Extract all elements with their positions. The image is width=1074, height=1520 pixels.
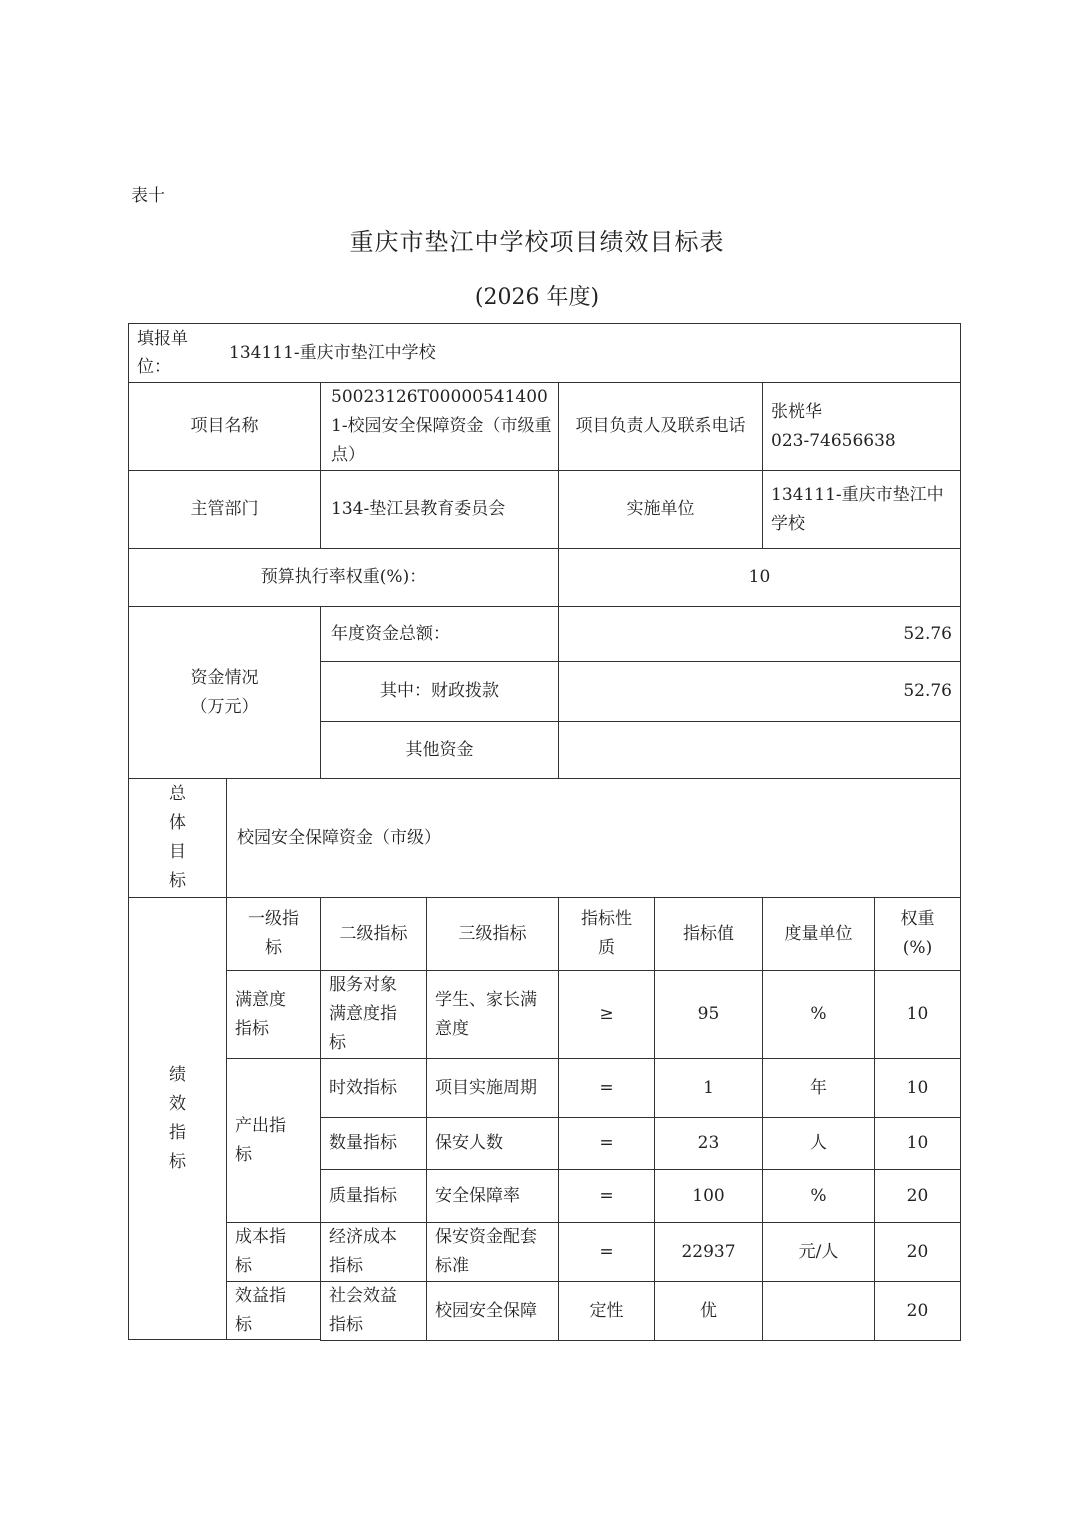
header-unit [762,897,875,971]
indicator-nature: 定性 [589,1300,624,1321]
indicator-nature-cell [558,1058,655,1118]
project-name-value: 50023126T000005414001-校园安全保障资金（市级重点） [331,387,552,465]
manager-label: 项目负责人及联系电话 [575,416,746,436]
header-weight [874,897,961,971]
level1-benefit-text: 效益指标 [235,1285,286,1335]
indicator-value: 23 [697,1133,720,1153]
indicator-weight-cell [874,970,961,1059]
indicator-value-cell [654,1169,763,1223]
indicator-level2-cell [320,1058,427,1118]
indicator-nature: = [599,1185,614,1206]
indicator-nature: = [599,1077,614,1098]
indicator-weight-cell [874,1281,961,1341]
indicator-level2: 社会效益指标 [329,1286,397,1335]
indicator-value-cell [654,1117,763,1170]
department-value: 134-垫江县教育委员会 [331,499,506,519]
manager-phone: 023-74656638 [771,430,896,451]
reporting-unit-value: 134111-重庆市垫江中学校 [229,342,436,363]
indicator-nature-cell [558,1117,655,1170]
overall-goal-value-cell [226,778,961,898]
funds-fiscal-label-cell [320,661,559,722]
indicator-weight-cell [874,1117,961,1170]
indicator-weight: 10 [906,1004,929,1024]
header-level3-text: 三级指标 [458,923,527,944]
header-unit-text: 度量单位 [784,923,853,944]
implementer-value-cell [762,470,961,549]
level1-output [226,1058,321,1223]
indicator-value: 95 [697,1004,720,1024]
table-number-label: 表十 [131,186,165,206]
indicator-nature: = [599,1241,614,1262]
indicator-level3-cell [426,1169,559,1223]
indicator-unit: 年 [810,1077,827,1098]
level1-output-text: 产出指标 [235,1115,286,1165]
department-value-cell [320,470,559,549]
indicator-unit-cell [762,1281,875,1341]
performance-label: 绩效指标 [169,1064,186,1172]
header-weight-text: 权重(%) [900,909,935,958]
indicator-nature: = [599,1133,614,1153]
header-value-text: 指标值 [683,923,734,944]
manager-value-cell [762,382,961,471]
budget-weight-label-cell [128,548,559,607]
indicator-level3-cell [426,1058,559,1118]
indicator-weight: 10 [906,1077,929,1098]
indicator-nature-cell [558,1222,655,1282]
indicator-nature-cell [558,970,655,1059]
indicator-level2: 数量指标 [329,1133,397,1153]
indicator-level3-cell [426,1117,559,1170]
indicator-nature-cell [558,1169,655,1223]
department-label-cell [128,470,321,549]
manager-name: 张桄华 [771,401,822,422]
page-subtitle: (2026 年度) [474,285,600,310]
funds-total-value-cell [558,606,961,662]
indicator-level3: 安全保障率 [435,1185,520,1206]
overall-goal-label-cell [128,778,227,898]
indicator-weight: 10 [906,1133,929,1153]
indicator-level2: 经济成本指标 [329,1227,397,1276]
indicator-unit-cell [762,1058,875,1118]
indicator-unit-cell [762,1117,875,1170]
indicator-level3-cell [426,1281,559,1341]
funds-label-cell [128,606,321,779]
indicator-level3: 保安资金配套标准 [435,1227,537,1276]
level1-satisfaction [226,970,321,1059]
funds-other-label-cell [320,721,559,779]
level1-satisfaction-text: 满意度指标 [235,989,286,1039]
indicator-unit: % [810,1185,827,1206]
page-title: 重庆市垫江中学校项目绩效目标表 [349,228,725,256]
performance-label-cell [128,897,227,1340]
indicator-nature: ≥ [599,1004,614,1024]
indicator-value-cell [654,1058,763,1118]
indicator-value-cell [654,1222,763,1282]
overall-goal-label: 总体目标 [169,784,186,891]
indicator-level2-cell [320,1222,427,1282]
funds-other-value-cell [558,721,961,779]
funds-fiscal-label: 其中：财政拨款 [380,681,499,701]
indicator-level2: 质量指标 [329,1185,397,1206]
budget-weight-label: 预算执行率权重(%)： [260,567,427,587]
funds-total-value: 52.76 [903,623,952,644]
project-name-label: 项目名称 [190,416,259,436]
header-level3 [426,897,559,971]
indicator-level2-cell [320,1117,427,1170]
project-name-value-cell [320,382,559,471]
budget-weight-value: 10 [748,567,771,587]
header-level1-text: 一级指标 [248,909,299,958]
indicator-value: 1 [703,1077,714,1098]
header-nature-text: 指标性质 [581,909,632,958]
department-label: 主管部门 [190,499,259,519]
indicator-level2-cell [320,1281,427,1341]
indicator-weight-cell [874,1169,961,1223]
indicator-weight-cell [874,1058,961,1118]
indicator-level3: 学生、家长满意度 [435,989,537,1039]
reporting-unit-row [128,323,961,383]
indicator-level3-cell [426,970,559,1059]
funds-fiscal-value: 52.76 [903,681,952,701]
funds-total-label-cell [320,606,559,662]
indicator-unit: % [810,1004,827,1024]
indicator-level3-cell [426,1222,559,1282]
project-name-label-cell [128,382,321,471]
indicator-unit: 人 [810,1133,827,1153]
indicator-level3: 保安人数 [435,1133,503,1153]
header-level2-text: 二级指标 [339,923,408,944]
level1-cost-text: 成本指标 [235,1227,286,1276]
manager-label-cell [558,382,763,471]
indicator-level2: 时效指标 [329,1077,397,1098]
indicator-unit-cell [762,1169,875,1223]
indicator-weight: 20 [906,1241,929,1262]
funds-total-label: 年度资金总额： [331,623,450,644]
funds-other-label: 其他资金 [405,739,474,760]
header-level2 [320,897,427,971]
indicator-level2-cell [320,1169,427,1223]
header-nature [558,897,655,971]
indicator-weight: 20 [906,1185,929,1206]
level1-benefit [226,1281,321,1340]
header-level1 [226,897,321,971]
indicator-value-cell [654,1281,763,1341]
indicator-level2-cell [320,970,427,1059]
indicator-level3: 项目实施周期 [435,1077,537,1098]
indicator-level3: 校园安全保障 [435,1300,537,1321]
level1-cost [226,1222,321,1282]
indicator-level2: 服务对象满意度指标 [329,975,397,1053]
indicator-unit-cell [762,970,875,1059]
implementer-label-cell [558,470,763,549]
indicator-unit-cell [762,1222,875,1282]
overall-goal-value: 校园安全保障资金（市级） [237,827,441,848]
funds-fiscal-value-cell [558,661,961,722]
budget-weight-value-cell [558,548,961,607]
indicator-weight: 20 [906,1300,929,1321]
indicator-value: 100 [692,1185,725,1206]
indicator-value: 优 [700,1300,717,1321]
implementer-value: 134111-重庆市垫江中学校 [771,484,944,534]
header-value [654,897,763,971]
funds-label: 资金情况（万元） [190,667,259,717]
reporting-unit-label: 填报单位： [137,329,188,377]
indicator-value-cell [654,970,763,1059]
indicator-nature-cell [558,1281,655,1341]
indicator-value: 22937 [681,1241,736,1262]
implementer-label: 实施单位 [626,499,695,519]
indicator-unit: 元/人 [798,1241,839,1262]
indicator-weight-cell [874,1222,961,1282]
